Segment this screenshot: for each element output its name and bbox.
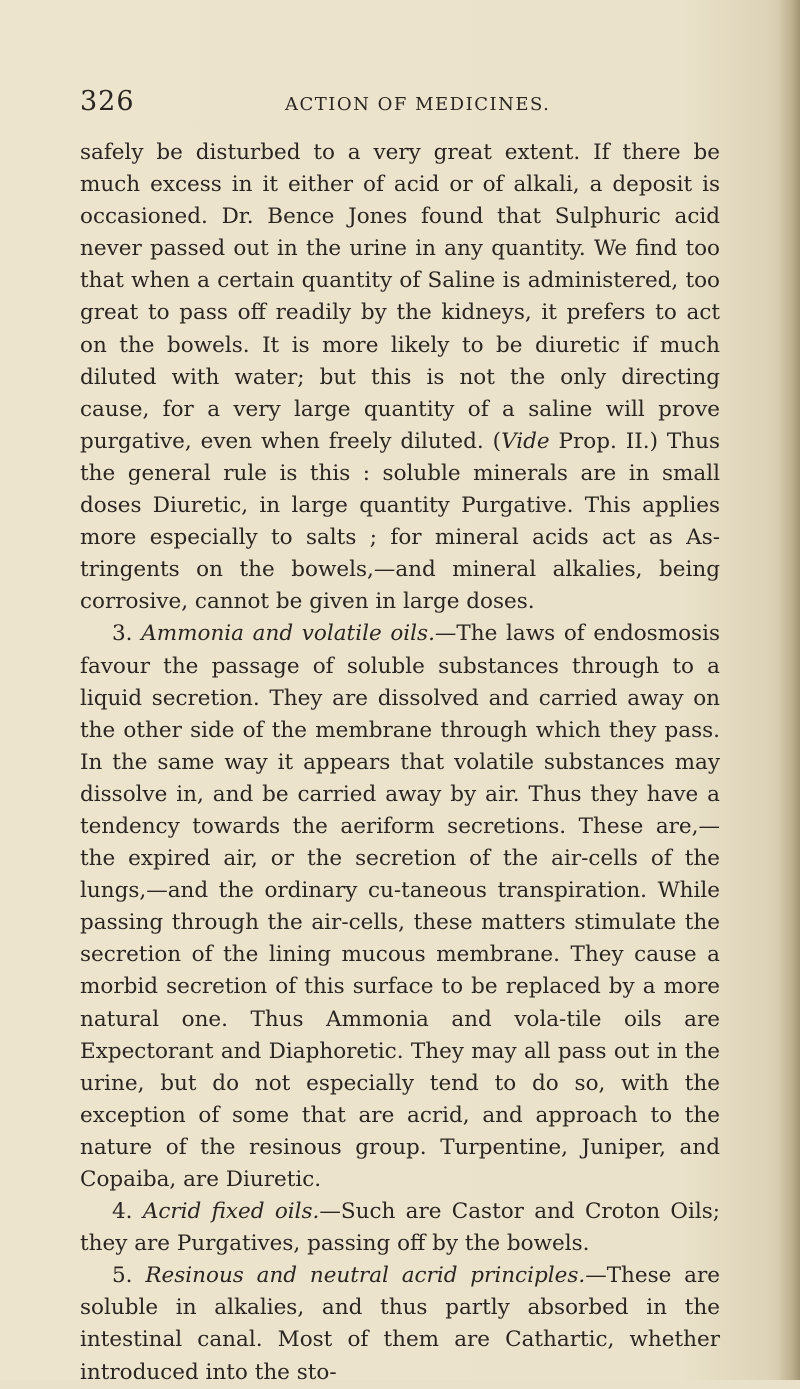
- section-title: Resinous and neutral acrid principles.: [145, 1263, 586, 1289]
- section-number: 3.: [112, 621, 142, 647]
- page-header: [80, 86, 720, 126]
- running-head: ACTION OF MEDICINES.: [285, 94, 551, 115]
- section-title: Ammonia and volatile oils.: [141, 621, 435, 647]
- section-text: —These are soluble in alkalies, and thus partly absorbed in the intestinal canal. Most of them are Cathartic, whether introduced into the sto-: [80, 1263, 720, 1385]
- section-text: —Such are Castor and Croton Oils; they are Purgatives, passing off by the bowels.: [80, 1199, 720, 1257]
- paragraph-1-text-b: Prop. II.) Thus the general rule is this : soluble minerals are in small doses Diuretic, in large quantity Purgative. This applies more especially to salts ; for mineral acids act as As-tringents on the bowels,—and mineral alkalies, being corrosive, cannot be given in large doses.: [80, 428, 720, 615]
- section-number: 4.: [112, 1199, 143, 1225]
- page-number: 326: [80, 86, 135, 117]
- vide-reference: Vide: [501, 428, 550, 454]
- section-number: 5.: [112, 1263, 146, 1289]
- body-text: [80, 137, 720, 1389]
- paragraph-1: [80, 137, 720, 618]
- paragraph-3-ammonia: [80, 618, 720, 1196]
- paragraph-5-resinous: [80, 1260, 720, 1388]
- section-text: —The laws of endosmosis favour the passage of soluble substances through to a liquid secretion. They are dissolved and carried away on the other side of the membrane through which they pass. In the same way it appears that volatile substances may dissolve in, and be carried away by air. Thus they have a tendency towards the aeriform secretions. These are,—the expired air, or the secretion of the air-cells of the lungs,—and the ordinary cu-taneous transpiration. While passing through the air-cells, these matters stimulate the secretion of the lining mucous membrane. They cause a morbid secretion of this surface to be replaced by a more natural one. Thus Ammonia and vola-tile oils are Expectorant and Diaphoretic. They may all pass out in the urine, but do not especially tend to do so, with the exception of some that are acrid, and approach to the nature of the resinous group. Turpentine, Juniper, and Copaiba, are Diuretic.: [80, 621, 720, 1192]
- section-title: Acrid fixed oils.: [142, 1199, 320, 1225]
- page-edge-shadow: [778, 0, 800, 1380]
- paragraph-4-acrid-oils: [80, 1196, 720, 1260]
- paragraph-1-text-a: safely be disturbed to a very great extent. If there be much excess in it either of acid or of alkali, a deposit is occasioned. Dr. Bence Jones found that Sulphuric acid never passed out in the urine in any quantity. We find too that when a certain quantity of Saline is administered, too great to pass off readily by the kidneys, it prefers to act on the bowels. It is more likely to be diuretic if much diluted with water; but this is not the only directing cause, for a very large quantity of a saline will prove purgative, even when freely diluted. (: [80, 140, 720, 454]
